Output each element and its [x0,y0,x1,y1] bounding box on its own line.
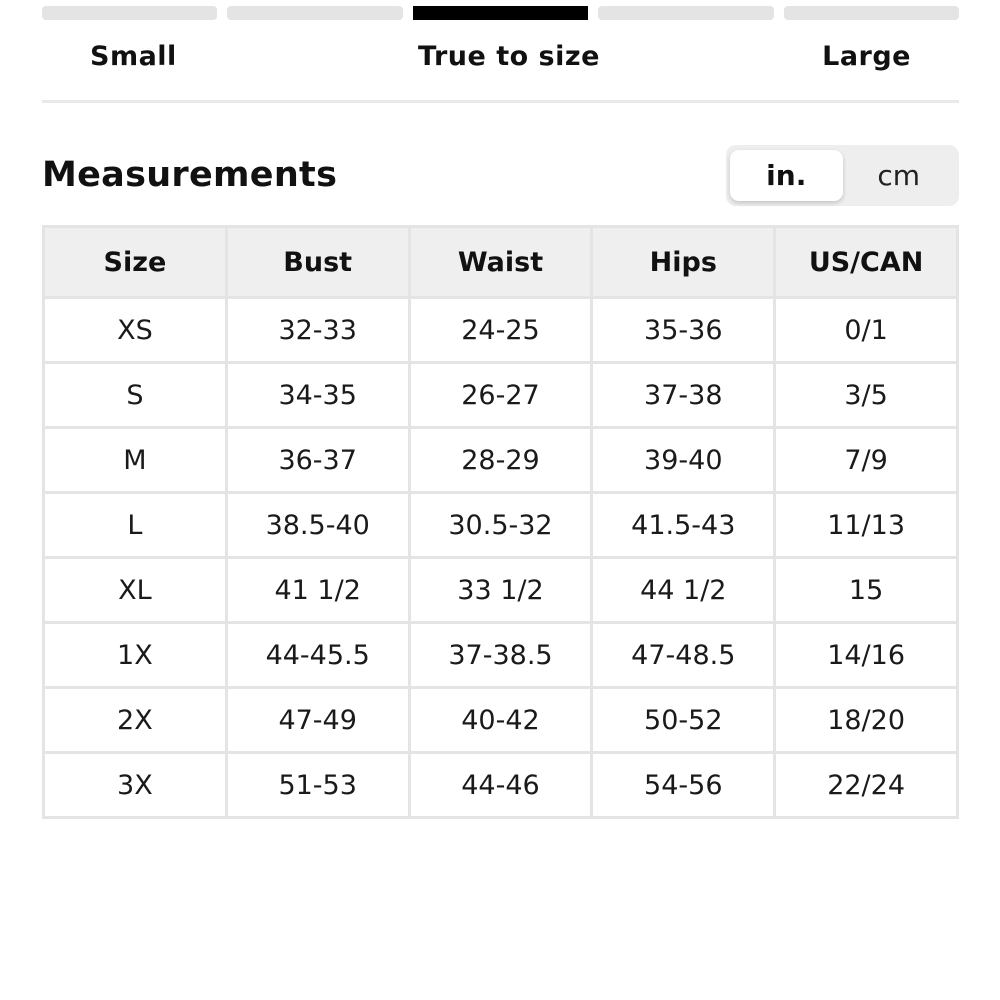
header-waist: Waist [409,227,592,298]
cell-size: 2X [44,688,227,753]
unit-cm-button[interactable]: cm [877,159,921,192]
table-header-row [44,227,958,298]
table-row [44,558,958,623]
cell-us-can: 7/9 [775,428,958,493]
fit-label-true-to-size: True to size [418,41,600,72]
fit-segment-3-active [413,6,588,20]
cell-waist: 37-38.5 [409,623,592,688]
cell-size: M [44,428,227,493]
cell-hips: 35-36 [592,298,775,363]
size-chart-table [42,225,959,819]
cell-us-can: 15 [775,558,958,623]
cell-us-can: 14/16 [775,623,958,688]
cell-us-can: 22/24 [775,753,958,818]
cell-bust: 32-33 [226,298,409,363]
cell-bust: 38.5-40 [226,493,409,558]
cell-us-can: 3/5 [775,363,958,428]
fit-segment-1 [42,6,217,20]
cell-bust: 34-35 [226,363,409,428]
cell-waist: 28-29 [409,428,592,493]
table-row [44,623,958,688]
header-size: Size [44,227,227,298]
cell-waist: 24-25 [409,298,592,363]
table-row [44,688,958,753]
cell-hips: 37-38 [592,363,775,428]
unit-inches-button[interactable]: in. [730,150,843,201]
cell-size: L [44,493,227,558]
table-row [44,363,958,428]
cell-hips: 39-40 [592,428,775,493]
cell-hips: 47-48.5 [592,623,775,688]
cell-waist: 40-42 [409,688,592,753]
cell-bust: 51-53 [226,753,409,818]
cell-size: XL [44,558,227,623]
header-bust: Bust [226,227,409,298]
cell-hips: 44 1/2 [592,558,775,623]
cell-bust: 47-49 [226,688,409,753]
fit-scale-labels [42,36,959,78]
table-row [44,428,958,493]
cell-size: XS [44,298,227,363]
fit-label-small: Small [90,41,177,72]
cell-hips: 50-52 [592,688,775,753]
header-us-can: US/CAN [775,227,958,298]
cell-waist: 26-27 [409,363,592,428]
cell-size: 1X [44,623,227,688]
cell-waist: 44-46 [409,753,592,818]
fit-label-large: Large [822,41,911,72]
cell-waist: 33 1/2 [409,558,592,623]
table-row [44,493,958,558]
fit-segment-5 [784,6,959,20]
cell-bust: 44-45.5 [226,623,409,688]
cell-us-can: 11/13 [775,493,958,558]
cell-hips: 54-56 [592,753,775,818]
measurements-title: Measurements [42,155,338,195]
cell-bust: 41 1/2 [226,558,409,623]
cell-hips: 41.5-43 [592,493,775,558]
cell-us-can: 18/20 [775,688,958,753]
header-hips: Hips [592,227,775,298]
fit-segment-4 [598,6,773,20]
section-divider [42,100,959,103]
cell-size: S [44,363,227,428]
cell-us-can: 0/1 [775,298,958,363]
table-row [44,298,958,363]
cell-waist: 30.5-32 [409,493,592,558]
fit-segment-2 [227,6,402,20]
fit-scale-bar [42,6,959,20]
table-row [44,753,958,818]
cell-size: 3X [44,753,227,818]
unit-toggle [726,145,959,206]
cell-bust: 36-37 [226,428,409,493]
